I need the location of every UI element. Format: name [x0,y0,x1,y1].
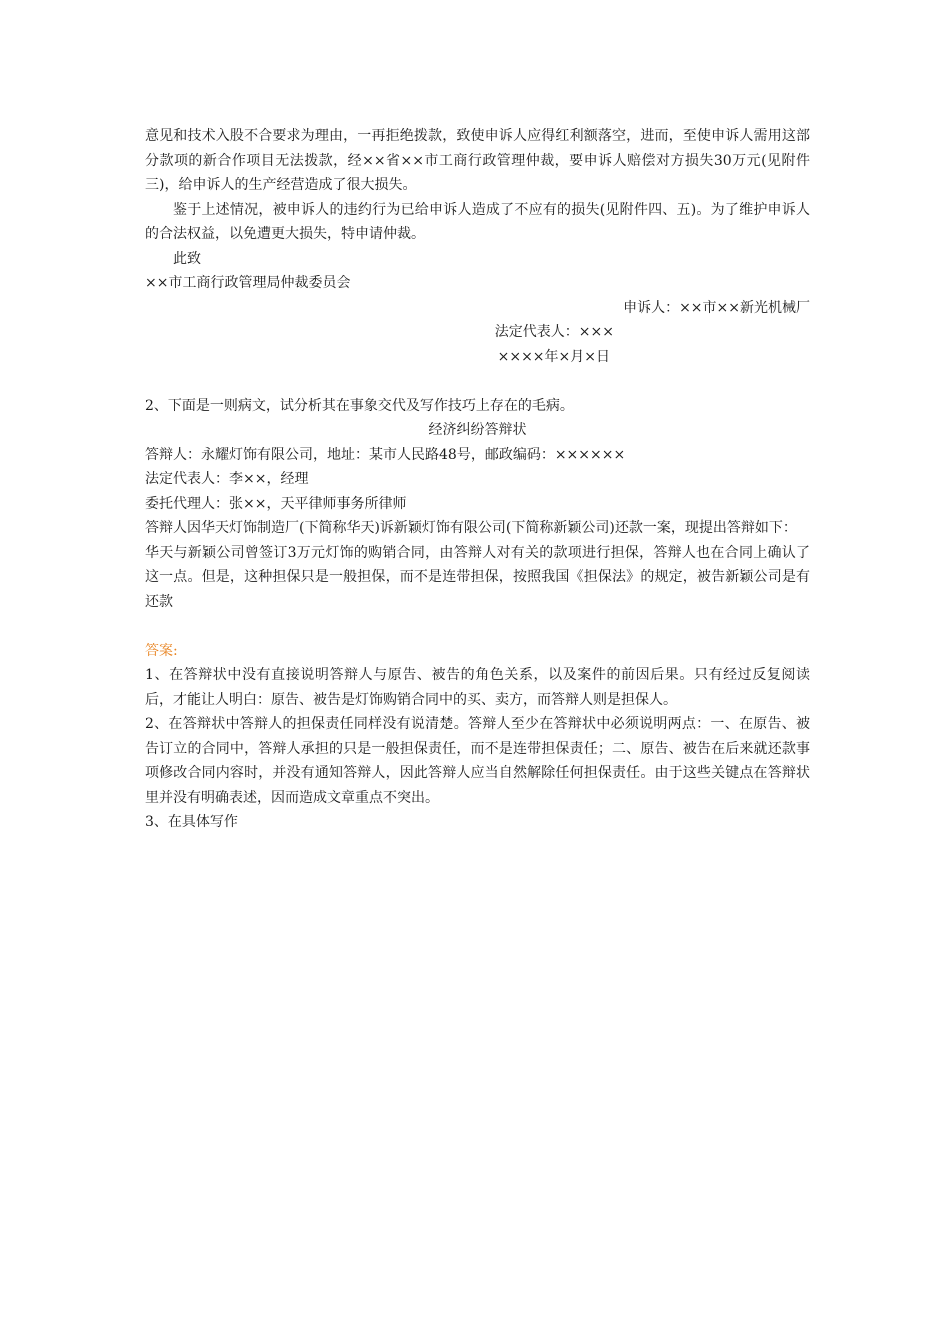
document-page [145,124,810,835]
defense-intro: 答辩人因华天灯饰制造厂(下简称华天)诉新颖灯饰有限公司(下简称新颖公司)还款一案，现提出答辩如下： [145,520,797,536]
question-prompt: 2、下面是一则病文，试分析其在事象交代及写作技巧上存在的毛病。 [145,397,574,414]
signature-legal-rep: 法定代表人：××× [494,324,614,340]
answer-item-1: 1、在答辩状中没有直接说明答辩人与原告、被告的角色关系，以及案件的前因后果。只有经过反复阅读后，才能让人明白：原告、被告是灯饰购销合同中的买、卖方，而答辩人则是担保人。 [145,667,810,708]
spacer [145,614,810,639]
complaint-paragraph-2: 鉴于上述情况，被申诉人的违约行为已给申诉人造成了不应有的损失(见附件四、五)。为了维护申诉人的合法权益，以免遭更大损失，特申请仲裁。 [145,201,810,242]
signature-complainant: 申诉人：××市××新光机械厂 [623,299,810,316]
answer-item-2: 2、在答辩状中答辩人的担保责任同样没有说清楚。答辩人至少在答辩状中必须说明两点：一、在原告、被告订立的合同中，答辩人承担的只是一般担保责任，而不是连带担保责任；二、原告、被告在后来就还款事项修改合同内容时，并没有通知答辩人，因此答辩人应当自然解除任何担保责任。由于这些关键点在答辩状里并没有明确表述，因而造成文章重点不突出。 [145,716,810,806]
respondent-line: 答辩人：永耀灯饰有限公司，地址：某市人民路48号，邮政编码：×××××× [145,446,626,463]
doc-title: 经济纠纷答辩状 [428,422,527,438]
answer-title: 答案: [145,642,178,659]
salutation: 此致 [173,250,201,267]
spacer [145,369,810,394]
agent-line: 委托代理人：张××，天平律师事务所律师 [145,495,407,512]
legal-rep-line: 法定代表人：李××，经理 [145,471,309,487]
defense-body: 华天与新颖公司曾签订3万元灯饰的购销合同，由答辩人对有关的款项进行担保，答辩人也在合同上确认了这一点。但是，这种担保只是一般担保，而不是连带担保，按照我国《担保法》的规定，被告新颖公司是有还款 [145,544,810,610]
complaint-paragraph-1: 意见和技术入股不合要求为理由，一再拒绝拨款，致使申诉人应得红利额落空，进而，至使申诉人需用这部分款项的新合作项目无法拨款，经××省××市工商行政管理仲裁，要申诉人赔偿对方损失30万元(见附件三)，给申诉人的生产经营造成了很大损失。 [145,128,810,193]
answer-item-3: 3、在具体写作 [145,814,238,830]
signature-date: ××××年×月×日 [497,348,610,365]
recipient: ××市工商行政管理局仲裁委员会 [145,275,351,291]
